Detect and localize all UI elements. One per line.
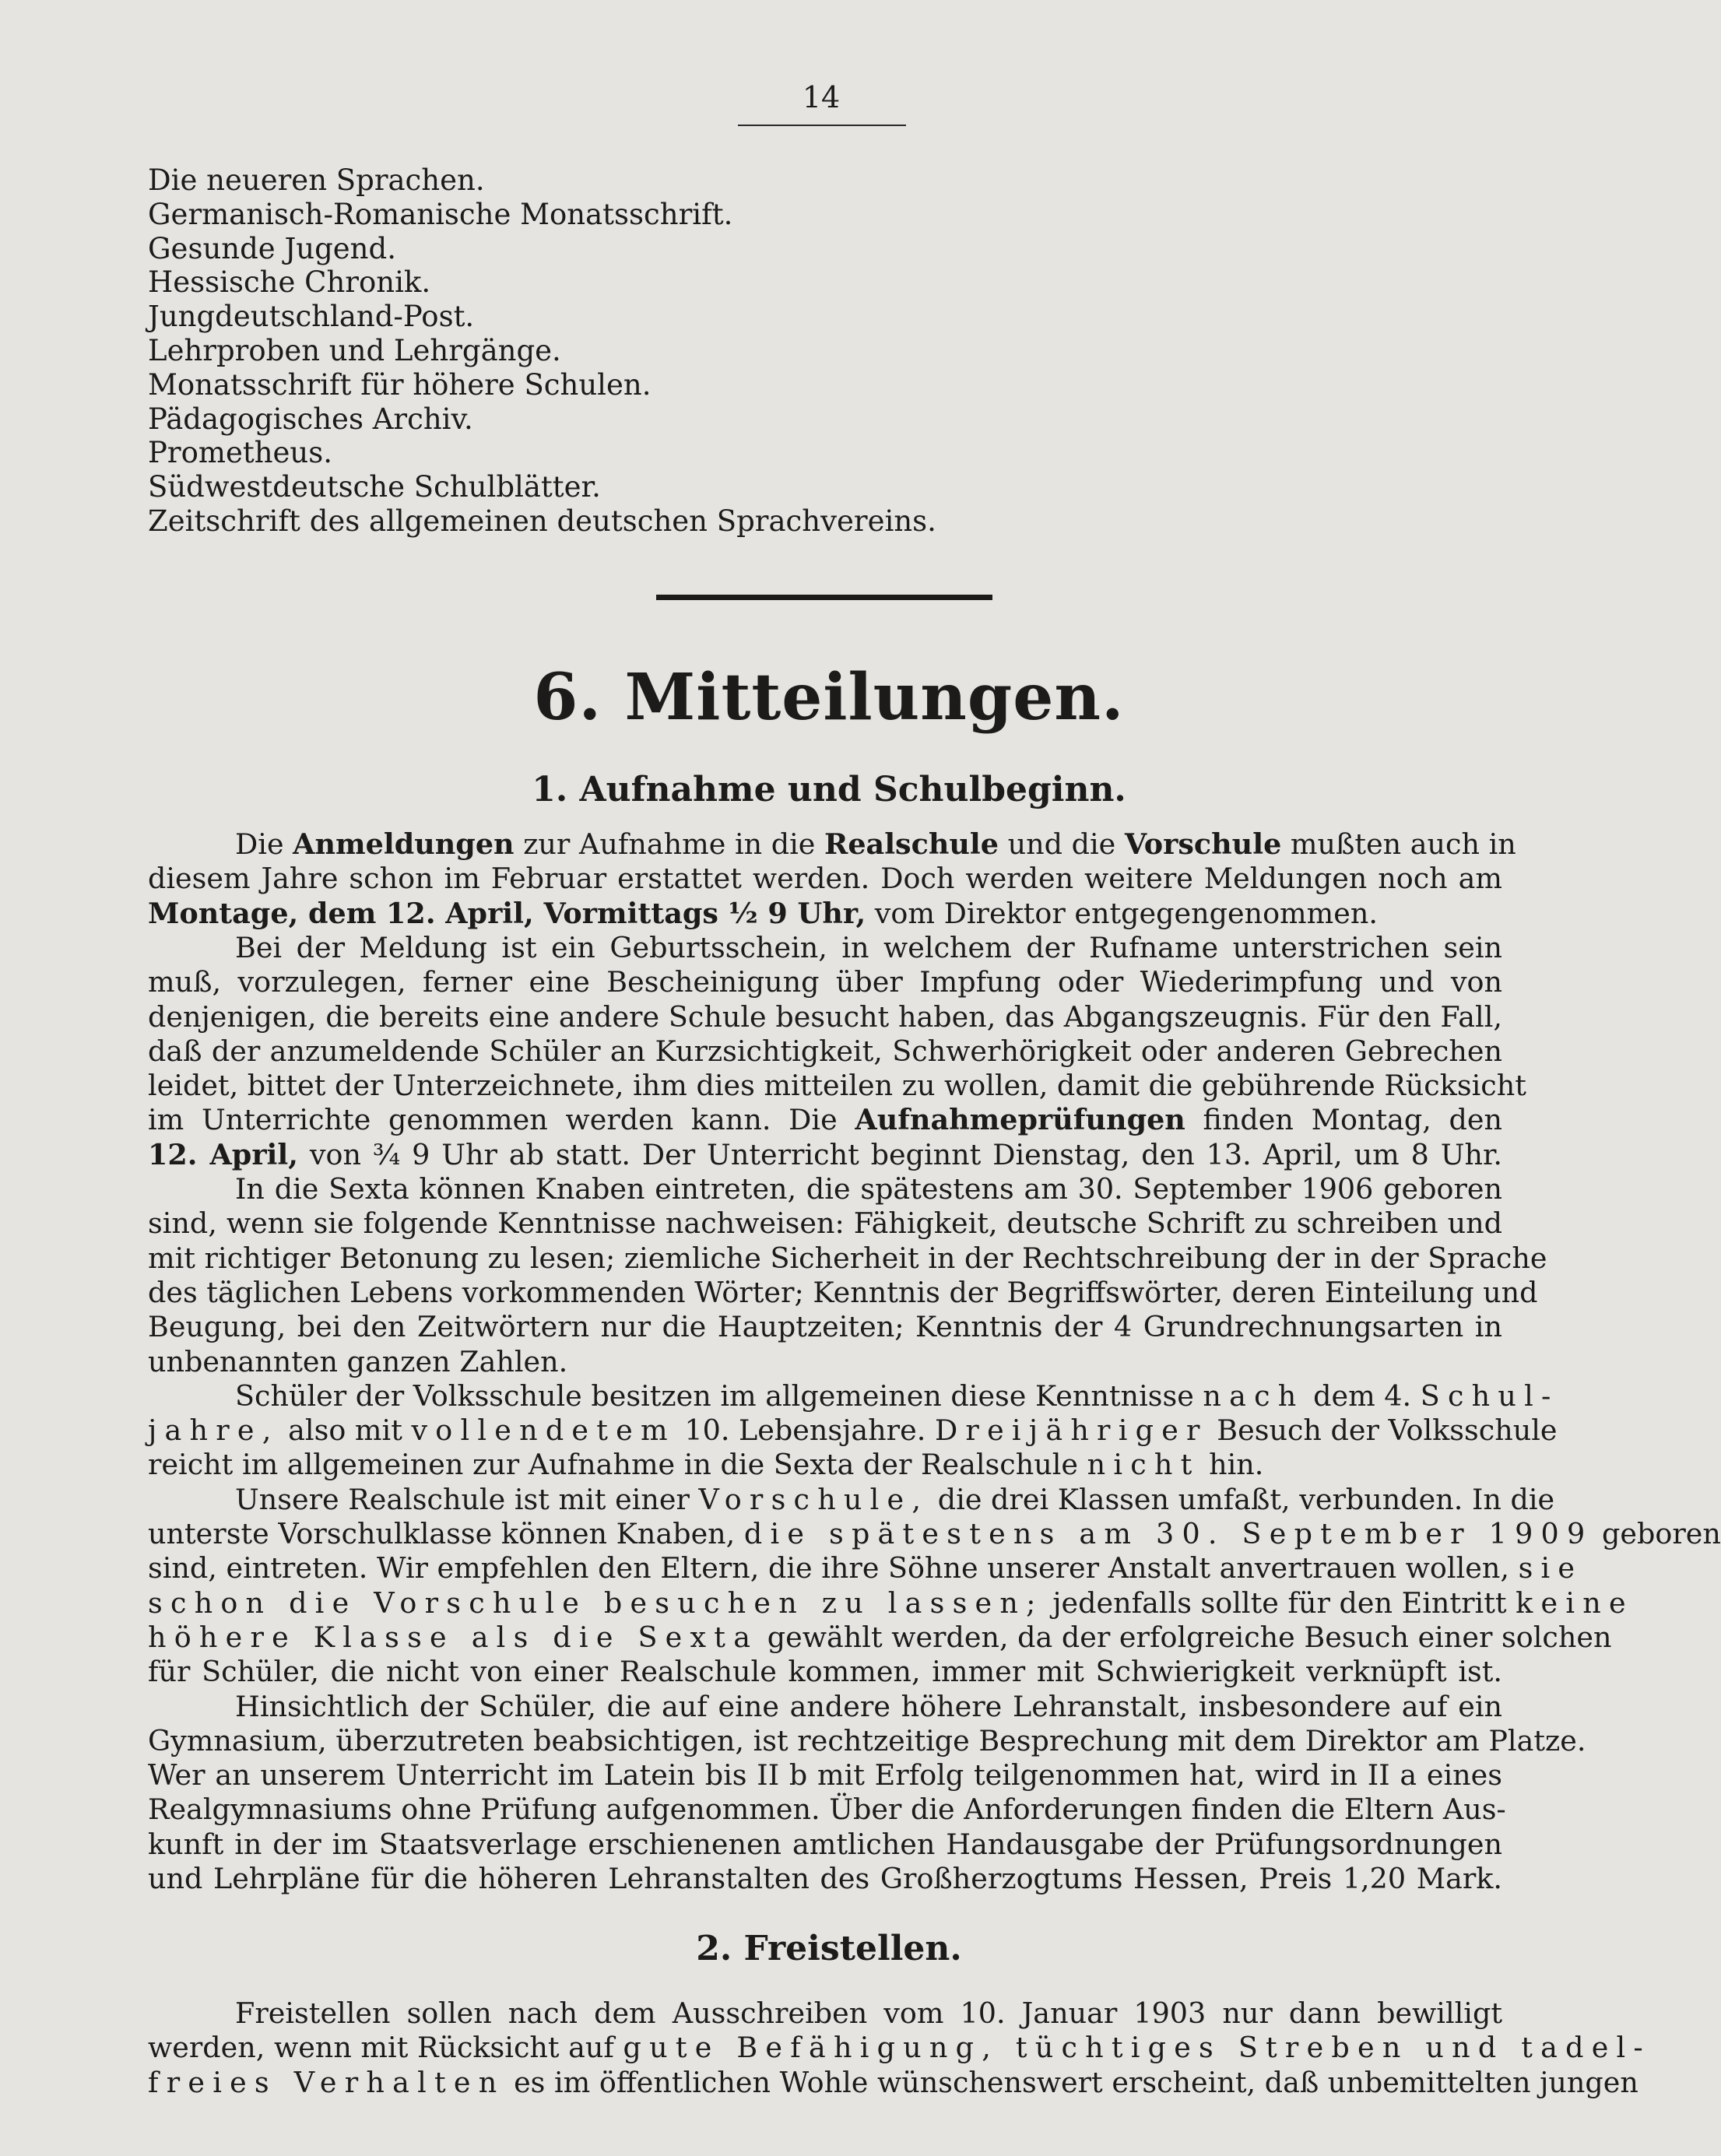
text-line: Montage, dem 12. April, Vormittags ½ 9 Uhr, vom Direktor entgegengenommen.: [148, 896, 1378, 930]
text-line: 12. April, von ¾ 9 Uhr ab statt. Der Unterricht beginnt Dienstag, den 13. April, um 8 Uhr.: [148, 1137, 1503, 1171]
page-number-rule: [738, 125, 906, 126]
text-line: unterste Vorschulklasse können Knaben, die spätestens am 30. September 1909 geboren: [148, 1517, 1721, 1550]
text-line: im Unterrichte genommen werden kann. Die Aufnahmeprüfungen finden Montag, den: [148, 1103, 1502, 1137]
text-line: Die Anmeldungen zur Aufnahme in die Realschule und die Vorschule mußten auch in: [235, 827, 1516, 861]
journal-item: Lehrproben und Lehrgänge.: [148, 333, 561, 367]
text-line: Hinsichtlich der Schüler, die auf eine andere höhere Lehranstalt, insbesondere auf ein: [235, 1689, 1502, 1723]
text-line: muß, vorzulegen, ferner eine Bescheinigung über Impfung oder Wiederimpfung und von: [148, 965, 1502, 999]
text-line: sind, wenn sie folgende Kenntnisse nachweisen: Fähigkeit, deutsche Schrift zu schreiben und: [148, 1206, 1502, 1241]
text-line: des täglichen Lebens vorkommenden Wörter; Kenntnis der Begriffswörter, deren Einteilung und: [148, 1275, 1538, 1309]
journal-item: Hessische Chronik.: [148, 265, 431, 300]
text-line: höhere Klasse als die Sexta gewählt werden, da der erfolgreiche Besuch einer solchen: [148, 1620, 1612, 1654]
text-line: sind, eintreten. Wir empfehlen den Eltern, die ihre Söhne unserer Anstalt anvertrauen wollen, sie: [148, 1551, 1583, 1585]
text-line: Bei der Meldung ist ein Geburtsschein, in welchem der Rufname unterstrichen sein: [235, 930, 1502, 964]
journal-item: Jungdeutschland-Post.: [148, 300, 475, 334]
subsection-heading-free-places: 2. Freistellen.: [696, 1929, 962, 1968]
journal-list: [148, 163, 1082, 539]
text-line: Freistellen sollen nach dem Ausschreiben vom 10. Januar 1903 nur dann bewilligt: [235, 1996, 1502, 2030]
text-line: jahre, also mit vollendetem 10. Lebensjahre. Dreijähriger Besuch der Volksschule: [148, 1413, 1558, 1448]
text-line: schon die Vorschule besuchen zu lassen; jedenfalls sollte für den Eintritt keine: [148, 1585, 1634, 1620]
section-heading: 6. Mitteilungen.: [533, 660, 1125, 735]
text-line: In die Sexta können Knaben eintreten, die spätestens am 30. September 1906 geboren: [235, 1172, 1502, 1206]
text-line: Schüler der Volksschule besitzen im allgemeinen diese Kenntnisse nach dem 4. Schul-: [235, 1378, 1559, 1413]
journal-item: Die neueren Sprachen.: [148, 163, 485, 197]
journal-item: Zeitschrift des allgemeinen deutschen Sprachvereins.: [148, 504, 936, 538]
journal-item: Monatsschrift für höhere Schulen.: [148, 367, 652, 402]
text-line: Realgymnasiums ohne Prüfung aufgenommen. Über die Anforderungen finden die Eltern Aus-: [148, 1793, 1506, 1827]
text-line: Unsere Realschule ist mit einer Vorschule, die drei Klassen umfaßt, verbunden. In die: [235, 1482, 1555, 1516]
text-line: denjenigen, die bereits eine andere Schule besucht haben, das Abgangszeugnis. Für den Fall,: [148, 999, 1502, 1034]
text-line: Wer an unserem Unterricht im Latein bis II b mit Erfolg teilgenommen hat, wird in II a eines: [148, 1758, 1502, 1793]
text-line: kunft in der im Staatsverlage erschienenen amtlichen Handausgabe der Prüfungsordnungen: [148, 1827, 1502, 1861]
section-divider: [656, 595, 992, 600]
text-line: freies Verhalten es im öffentlichen Wohle wünschenswert erscheint, daß unbemittelten jungen: [148, 2065, 1638, 2099]
journal-item: Germanisch-Romanische Monatsschrift.: [148, 197, 733, 231]
text-line: mit richtiger Betonung zu lesen; ziemliche Sicherheit in der Rechtschreibung der in der Sprache: [148, 1241, 1547, 1275]
journal-item: Pädagogisches Archiv.: [148, 402, 473, 436]
text-line: werden, wenn mit Rücksicht auf gute Befähigung, tüchtiges Streben und tadel-: [148, 2031, 1651, 2065]
text-line: daß der anzumeldende Schüler an Kurzsichtigkeit, Schwerhörigkeit oder anderen Gebrechen: [148, 1034, 1502, 1068]
journal-item: Gesunde Jugend.: [148, 231, 396, 265]
text-line: für Schüler, die nicht von einer Realschule kommen, immer mit Schwierigkeit verknüpft ist.: [148, 1655, 1502, 1689]
subsection-heading-admission: 1. Aufnahme und Schulbeginn.: [532, 770, 1126, 809]
text-line: leidet, bittet der Unterzeichnete, ihm dies mitteilen zu wollen, damit die gebührende Rücksicht: [148, 1069, 1526, 1103]
text-line: und Lehrpläne für die höheren Lehranstalten des Großherzogtums Hessen, Preis 1,20 Mark.: [148, 1862, 1502, 1895]
text-line: reicht im allgemeinen zur Aufnahme in die Sexta der Realschule nicht hin.: [148, 1448, 1264, 1482]
journal-item: Prometheus.: [148, 436, 333, 470]
text-line: diesem Jahre schon im Februar erstattet werden. Doch werden weitere Meldungen noch am: [148, 862, 1502, 896]
text-line: Beugung, bei den Zeitwörtern nur die Hauptzeiten; Kenntnis der 4 Grundrechnungsarten in: [148, 1310, 1502, 1344]
journal-item: Südwestdeutsche Schulblätter.: [148, 470, 601, 504]
text-line: Gymnasium, überzutreten beabsichtigen, ist rechtzeitige Besprechung mit dem Direktor am Platze.: [148, 1723, 1586, 1757]
page-number: 14: [802, 80, 841, 114]
text-line: unbenannten ganzen Zahlen.: [148, 1344, 568, 1378]
